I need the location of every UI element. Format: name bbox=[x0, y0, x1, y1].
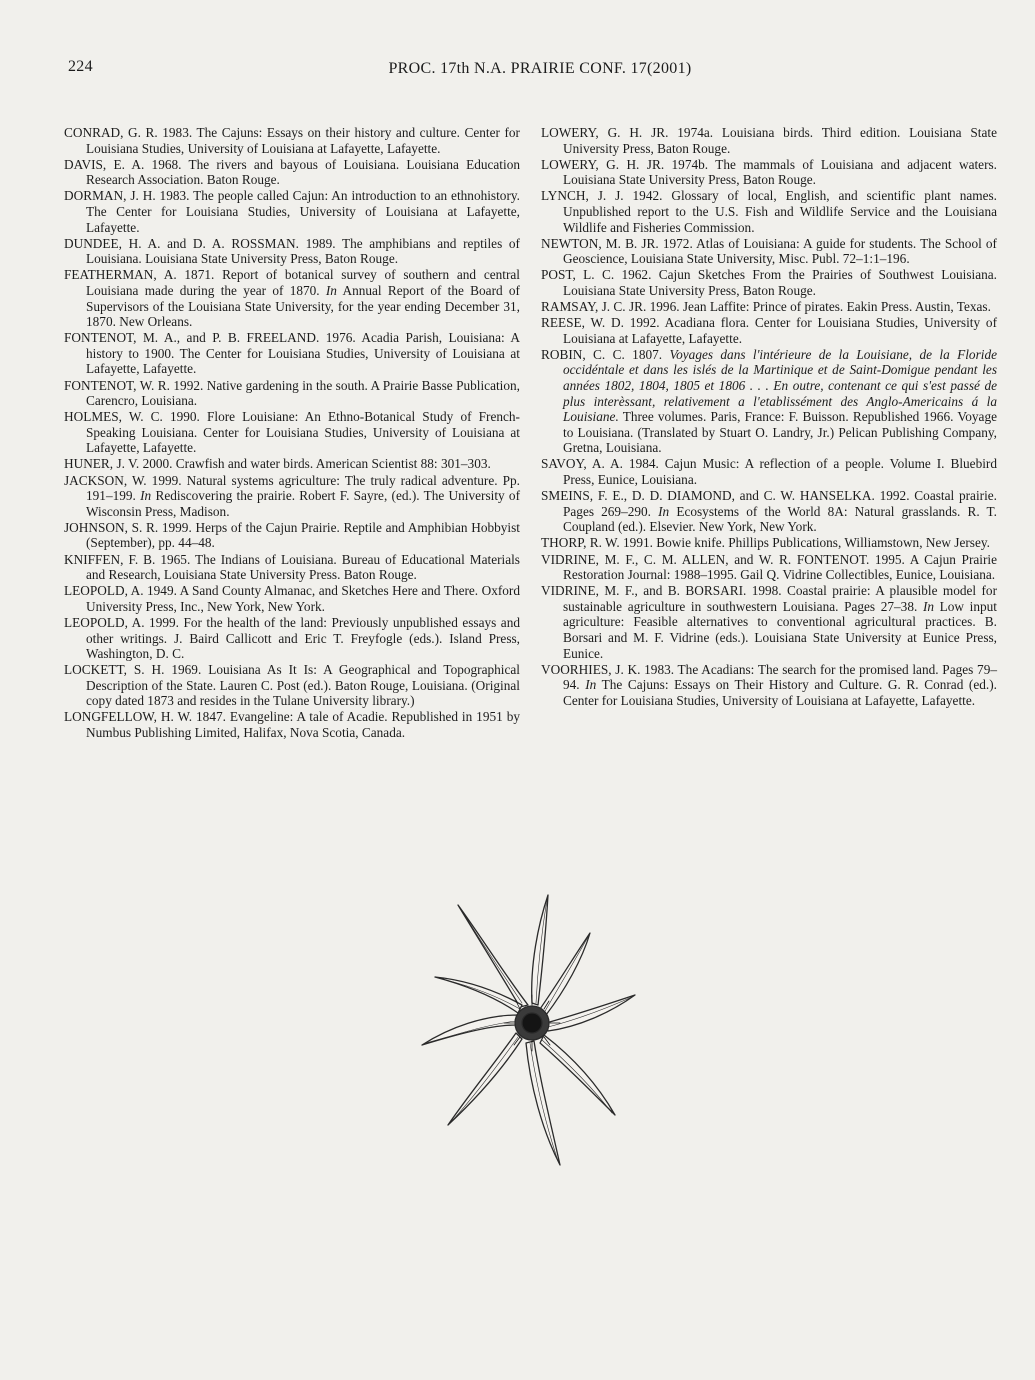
reference-text: DUNDEE, H. A. and D. A. ROSSMAN. 1989. The amphibians and reptiles of Louisiana. Louisiana State University Press, Baton Rouge. bbox=[64, 235, 520, 267]
reference-entry bbox=[64, 709, 520, 740]
reference-entry bbox=[541, 347, 997, 456]
reference-text: NEWTON, M. B. JR. 1972. Atlas of Louisiana: A guide for students. The School of Geoscience, Louisiana State University, Misc. Publ. 72–1:1–196. bbox=[541, 235, 997, 267]
petal-shape bbox=[532, 895, 548, 1005]
reference-text: SMEINS, F. E., D. D. DIAMOND, and C. W. HANSELKA. 1992. Coastal prairie. Pages 269–290. bbox=[541, 488, 997, 519]
reference-entry bbox=[64, 662, 520, 709]
reference-text: DAVIS, E. A. 1968. The rivers and bayous of Louisiana. Louisiana Education Research Association. Baton Rouge. bbox=[64, 156, 520, 188]
reference-text: DORMAN, J. H. 1983. The people called Cajun: An introduction to an ethnohistory. The Center for Louisiana Studies, University of Louisiana at Lafayette, Lafayette. bbox=[64, 188, 520, 235]
reference-text: KNIFFEN, F. B. 1965. The Indians of Louisiana. Bureau of Educational Materials and Research, Louisiana State University Press. Baton Rouge. bbox=[64, 551, 520, 583]
reference-text: LONGFELLOW, H. W. 1847. Evangeline: A tale of Acadie. Republished in 1951 by Numbus Publishing Limited, Halifax, Nova Scotia, Canada. bbox=[64, 709, 520, 741]
reference-entry bbox=[541, 236, 997, 267]
reference-entry bbox=[64, 236, 520, 267]
reference-text: CONRAD, G. R. 1983. The Cajuns: Essays on their history and culture. Center for Louisiana Studies, University of Louisiana at Lafayette, Lafayette. bbox=[64, 125, 520, 156]
reference-entry bbox=[64, 188, 520, 235]
reference-text: SAVOY, A. A. 1984. Cajun Music: A reflection of a people. Volume I. Bluebird Press, Eunice, Louisiana. bbox=[541, 456, 997, 488]
reference-entry bbox=[64, 520, 520, 551]
reference-text: Three volumes. Paris, France: F. Buisson. Republished 1966. Voyage to Louisiana. (Translated by Stuart O. Landry, Jr.) Pelican Publishing Company, Gretna, Louisiana. bbox=[563, 409, 997, 456]
reference-text: VIDRINE, M. F., C. M. ALLEN, and W. R. FONTENOT. 1995. A Cajun Prairie Restoration Journal: 1988–1995. Gail Q. Vidrine Collectibles, Eunice, Louisiana. bbox=[541, 551, 997, 583]
references-right-column bbox=[541, 125, 997, 709]
reference-entry bbox=[541, 315, 997, 346]
reference-entry bbox=[541, 535, 997, 551]
reference-text: LOWERY, G. H. JR. 1974b. The mammals of Louisiana and adjacent waters. Louisiana State University Press, Baton Rouge. bbox=[541, 156, 997, 188]
reference-entry bbox=[64, 330, 520, 377]
reference-text: VOORHIES, J. K. 1983. The Acadians: The search for the promised land. Pages 79–94. bbox=[541, 661, 997, 693]
references-left-column bbox=[64, 125, 520, 741]
page-number: 224 bbox=[68, 58, 93, 75]
reference-italic-text: In bbox=[922, 598, 935, 614]
reference-entry bbox=[541, 456, 997, 487]
reference-text: LYNCH, J. J. 1942. Glossary of local, English, and scientific plant names. Unpublished report to the U.S. Fish and Wildlife Service and the Louisiana Wildlife and Fisheries Commission. bbox=[541, 188, 997, 235]
reference-entry bbox=[64, 378, 520, 409]
reference-entry bbox=[541, 188, 997, 235]
flower-illustration bbox=[410, 885, 650, 1175]
reference-entry bbox=[541, 299, 997, 315]
reference-text: LOWERY, G. H. JR. 1974a. Louisiana birds. Third edition. Louisiana State University Press, Baton Rouge. bbox=[541, 125, 997, 156]
reference-text: FONTENOT, W. R. 1992. Native gardening in the south. A Prairie Basse Publication, Carencro, Louisiana. bbox=[64, 377, 520, 409]
reference-entry bbox=[541, 125, 997, 156]
running-head: PROC. 17th N.A. PRAIRIE CONF. 17(2001) bbox=[388, 60, 692, 77]
reference-italic-text: In bbox=[585, 677, 597, 693]
reference-text: RAMSAY, J. C. JR. 1996. Jean Laffite: Prince of pirates. Eakin Press. Austin, Texas. bbox=[541, 299, 991, 315]
reference-italic-text: In bbox=[140, 488, 152, 504]
petal-shape bbox=[546, 995, 635, 1031]
reference-italic-text: Voyages dans l'intérieure de la Louisiane, de la Floride occidéntale et dans les islés de la Martinique et de Saint-Domigue pendant les années 1802, 1804, 1805 et 1806 . . . En outre, contenant ce qui s'est passé de plus interèssant, relativement a l'etablissément des Anglo-Americains á la Louisiane. bbox=[563, 346, 998, 425]
reference-entry bbox=[64, 473, 520, 520]
reference-italic-text: In bbox=[658, 503, 670, 519]
reference-text: THORP, R. W. 1991. Bowie knife. Phillips Publications, Williamstown, New Jersey. bbox=[541, 535, 990, 551]
reference-entry bbox=[541, 662, 997, 709]
reference-italic-text: In bbox=[325, 282, 337, 298]
reference-entry bbox=[64, 615, 520, 662]
reference-entry bbox=[541, 488, 997, 535]
reference-entry bbox=[64, 125, 520, 156]
reference-text: FEATHERMAN, A. 1871. Report of botanical survey of southern and central Louisiana made during the year of 1870. bbox=[64, 267, 520, 298]
reference-text: Rediscovering the prairie. Robert F. Sayre, (ed.). The University of Wisconsin Press, Madison. bbox=[86, 488, 520, 519]
reference-entry bbox=[64, 552, 520, 583]
reference-entry bbox=[64, 456, 520, 472]
reference-text: The Cajuns: Essays on Their History and Culture. G. R. Conrad (ed.). Center for Louisiana Studies, University of Louisiana at Lafayette, Lafayette. bbox=[563, 677, 997, 708]
reference-entry bbox=[541, 552, 997, 583]
reference-text: POST, L. C. 1962. Cajun Sketches From the Prairies of Southwest Louisiana. Louisiana State University Press, Baton Rouge. bbox=[541, 267, 997, 298]
reference-entry bbox=[64, 583, 520, 614]
reference-entry bbox=[64, 157, 520, 188]
reference-text: LOCKETT, S. H. 1969. Louisiana As It Is: A Geographical and Topographical Description of the State. Lauren C. Post (ed.). Baton Rouge, Louisiana. (Original copy dated 1873 and resides in the Tulane University library.) bbox=[64, 662, 520, 709]
reference-text: JACKSON, W. 1999. Natural systems agriculture: The truly radical adventure. Pp. 191–199. bbox=[64, 472, 520, 504]
reference-text: REESE, W. D. 1992. Acadiana flora. Center for Louisiana Studies, University of Louisiana at Lafayette, Lafayette. bbox=[541, 315, 997, 346]
reference-text: ROBIN, C. C. 1807. bbox=[541, 346, 670, 362]
reference-text: Ecosystems of the World 8A: Natural grasslands. R. T. Coupland (ed.). Elsevier. New York, New York. bbox=[563, 503, 997, 535]
reference-text: LEOPOLD, A. 1999. For the health of the land: Previously unpublished essays and other writings. J. Baird Callicott and Eric T. Freyfogle (eds.). Island Press, Washington, D. C. bbox=[64, 614, 520, 662]
reference-text: Low input agriculture: Feasible alternatives to conventional agricultural practices. B. Borsari and M. F. Vidrine (eds.). Louisiana State University at Eunice Press, Eunice. bbox=[563, 598, 997, 661]
reference-entry bbox=[541, 583, 997, 661]
petal-shape bbox=[422, 1015, 518, 1045]
reference-text: JOHNSON, S. R. 1999. Herps of the Cajun Prairie. Reptile and Amphibian Hobbyist (September), pp. 44–48. bbox=[64, 519, 520, 551]
reference-text: HOLMES, W. C. 1990. Flore Louisiane: An Ethno-Botanical Study of French-Speaking Louisiana. Center for Louisiana Studies, University of Louisiana at Lafayette, Lafayette. bbox=[64, 409, 520, 456]
reference-text: VIDRINE, M. F., and B. BORSARI. 1998. Coastal prairie: A plausible model for sustainable agriculture in southwestern Louisiana. Pages 27–38. bbox=[541, 583, 997, 614]
petal-shape bbox=[526, 1041, 560, 1165]
reference-entry bbox=[64, 267, 520, 329]
reference-text: FONTENOT, M. A., and P. B. FREELAND. 1976. Acadia Parish, Louisiana: A history to 1900. The Center for Louisiana Studies, University of Louisiana at Lafayette, Lafayette. bbox=[64, 330, 520, 377]
reference-entry bbox=[541, 267, 997, 298]
reference-entry bbox=[541, 157, 997, 188]
reference-text: LEOPOLD, A. 1949. A Sand County Almanac, and Sketches Here and There. Oxford University Press, Inc., New York, New York. bbox=[64, 583, 520, 614]
reference-text: Annual Report of the Board of Supervisors of the Louisiana State University, for the year ending December 31, 1870. New Orleans. bbox=[86, 282, 520, 330]
reference-entry bbox=[64, 409, 520, 456]
reference-text: HUNER, J. V. 2000. Crawfish and water birds. American Scientist 88: 301–303. bbox=[64, 456, 491, 472]
